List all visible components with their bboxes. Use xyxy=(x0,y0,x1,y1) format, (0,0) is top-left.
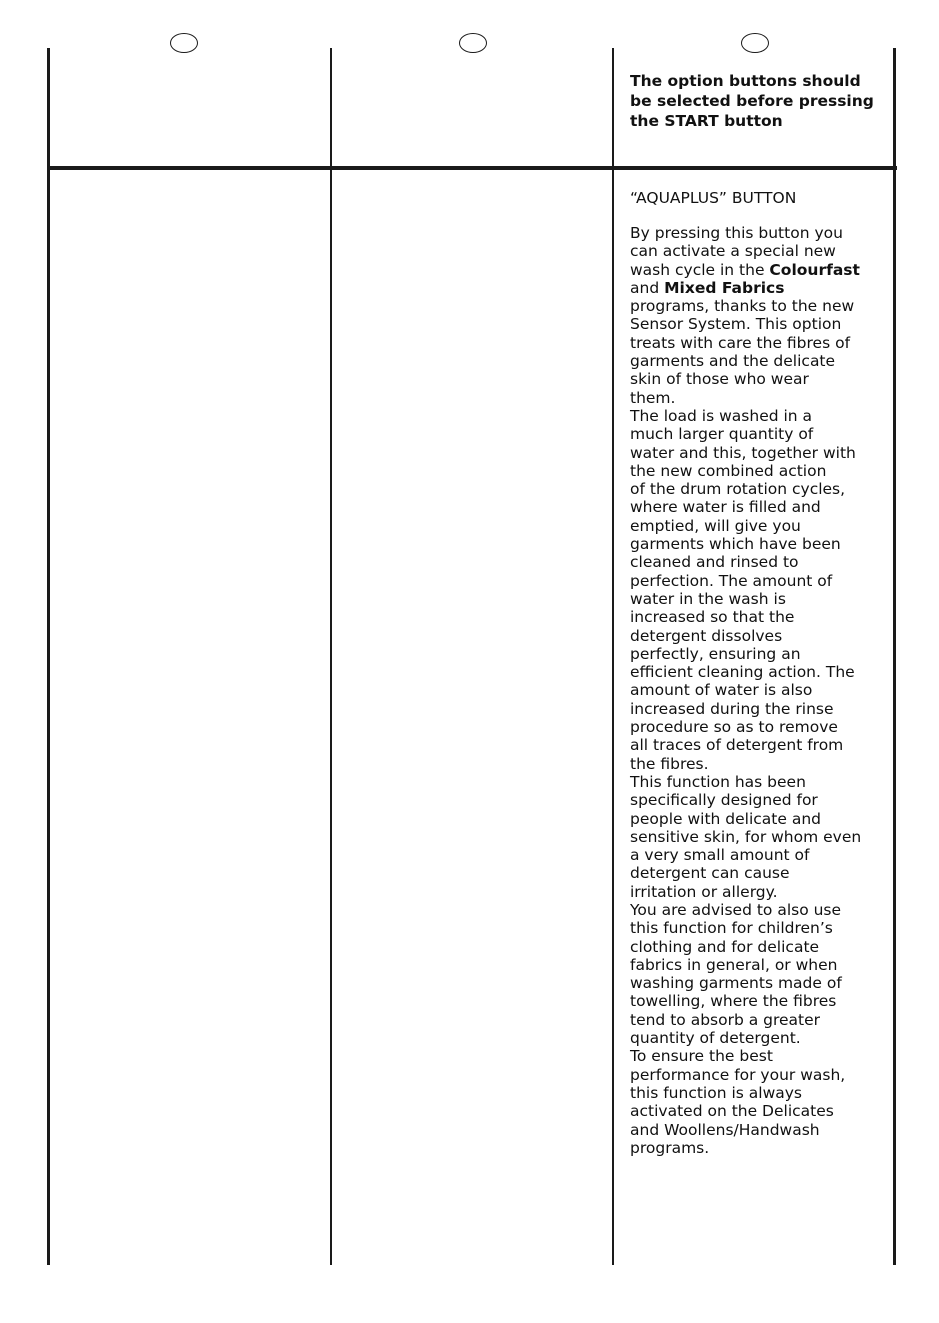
body-line: efficient cleaning action. The xyxy=(630,663,855,682)
body-line: emptied, will give you xyxy=(630,516,801,535)
body-line: of the drum rotation cycles, xyxy=(630,480,846,499)
option-buttons-note xyxy=(630,71,880,131)
body-line: perfectly, ensuring an xyxy=(630,644,801,663)
column-divider-1 xyxy=(330,48,332,1265)
body-line: much larger quantity of xyxy=(630,425,814,444)
body-line: towelling, where the fibres xyxy=(630,992,837,1011)
section-body xyxy=(630,224,882,1157)
body-line: quantity of detergent. xyxy=(630,1029,801,1048)
body-line: sensitive skin, for whom even xyxy=(630,827,862,846)
body-line: By pressing this button you xyxy=(630,224,843,242)
body-line: skin of those who wear xyxy=(630,370,809,389)
body-line xyxy=(630,279,882,297)
body-line: detergent dissolves xyxy=(630,626,783,645)
body-line: water and this, together with xyxy=(630,443,856,462)
body-line: specifically designed for xyxy=(630,791,818,810)
body-line: this function is always xyxy=(630,1083,802,1102)
body-line: treats with care the fibres of xyxy=(630,333,851,352)
program-name: Colourfast xyxy=(769,260,860,279)
body-line: garments and the delicate xyxy=(630,352,836,371)
body-line: all traces of detergent from xyxy=(630,736,844,755)
body-line: irritation or allergy. xyxy=(630,882,778,901)
body-line: and Woollens/Handwash xyxy=(630,1120,820,1139)
body-line: amount of water is also xyxy=(630,681,813,700)
body-line: the new combined action xyxy=(630,461,827,480)
body-line: this function for children’s xyxy=(630,919,833,938)
body-line: people with delicate and xyxy=(630,809,821,828)
body-line: programs. xyxy=(630,1138,710,1157)
body-line xyxy=(630,261,882,279)
body-line: To ensure the best xyxy=(630,1047,773,1066)
body-line: the fibres. xyxy=(630,754,709,773)
body-line: where water is filled and xyxy=(630,498,821,517)
body-line: a very small amount of xyxy=(630,846,810,865)
right-border-line xyxy=(893,48,896,1265)
language-marker-2 xyxy=(459,33,487,53)
body-line: performance for your wash, xyxy=(630,1065,846,1084)
body-line: This function has been xyxy=(630,772,806,791)
left-border-line xyxy=(47,48,50,1265)
body-line: washing garments made of xyxy=(630,974,842,993)
body-line: cleaned and rinsed to xyxy=(630,553,799,572)
note-line: be selected before pressing xyxy=(630,92,874,110)
body-text-fragment: and xyxy=(630,278,665,297)
body-line: You are advised to also use xyxy=(630,900,842,919)
body-line: procedure so as to remove xyxy=(630,718,838,737)
note-line: the START button xyxy=(630,112,783,130)
section-title: “AQUAPLUS” BUTTON xyxy=(630,189,797,207)
body-line: them. xyxy=(630,388,676,407)
body-line: perfection. The amount of xyxy=(630,571,833,590)
language-marker-3 xyxy=(741,33,769,53)
body-line: can activate a special new xyxy=(630,242,836,261)
note-line: The option buttons should xyxy=(630,72,861,90)
body-line: garments which have been xyxy=(630,535,841,554)
body-line: fabrics in general, or when xyxy=(630,955,838,974)
column-divider-2 xyxy=(612,48,614,1265)
language-marker-1 xyxy=(170,33,198,53)
body-line: tend to absorb a greater xyxy=(630,1010,821,1029)
body-text-fragment: wash cycle in the xyxy=(630,260,770,279)
body-line: detergent can cause xyxy=(630,864,790,883)
body-line: The load is washed in a xyxy=(630,406,813,425)
body-line: activated on the Delicates xyxy=(630,1102,834,1121)
body-line: programs, thanks to the new xyxy=(630,297,855,316)
body-line: Sensor System. This option xyxy=(630,315,842,334)
header-divider xyxy=(48,166,897,170)
program-name: Mixed Fabrics xyxy=(664,278,785,297)
body-line: increased so that the xyxy=(630,608,795,627)
body-line: water in the wash is xyxy=(630,589,786,608)
body-line: increased during the rinse xyxy=(630,699,834,718)
body-lines-rest xyxy=(630,297,882,1157)
body-line: clothing and for delicate xyxy=(630,937,820,956)
